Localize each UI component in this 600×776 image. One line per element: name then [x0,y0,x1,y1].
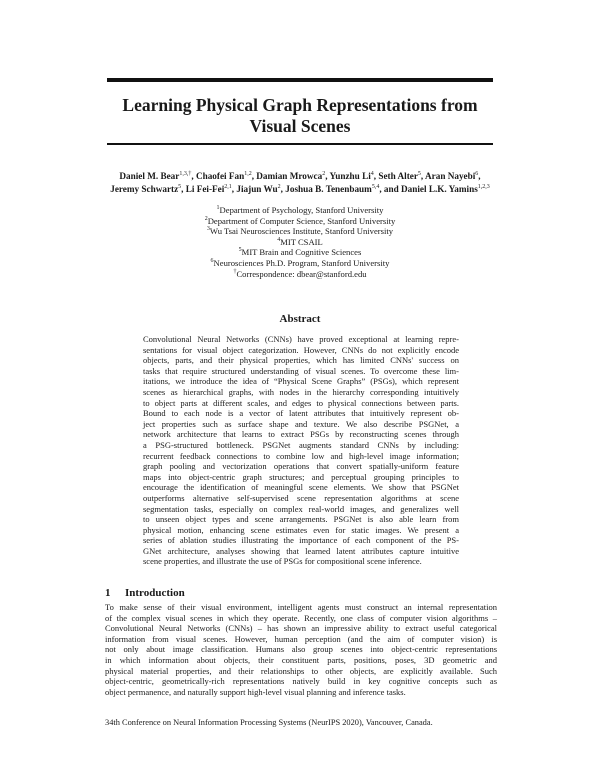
author-line-1: Daniel M. Bear$^{1,3,\dagger}$, Chaofei Fan$^{1,2}$, Damian Mrowca$^2$, Yunzhu Li$^4$, Seth Alter$^5$, Aran Nayebi$^6$, [119,170,481,181]
abstract-line: to object parts at different scales, and edges to physical connections between parts. [143,397,459,408]
affiliation-mark: 6 [210,258,214,265]
abstract-line: scenes as hierarchical graphs, with nodes in the hierarchy corresponding intuitively [143,386,459,397]
author-affiliation-mark: 5 [417,170,421,177]
section-title: Introduction [125,587,185,599]
author-name: Yunzhu Li [329,171,371,181]
author-name: Li Fei-Fei [185,184,225,194]
affiliation-mark: 4 [277,236,281,243]
abstract-line: outperforms alternative self-supervised scene representation algorithms at scene [143,492,459,503]
author-affiliation-mark: 6 [475,170,479,177]
affiliation [100,269,500,280]
abstract-line: GNet architecture, analyses showing that learned latent attributes capture intuitive [143,545,459,556]
intro-line: To make sense of their visual environment, intelligent agents must construct an internal representation [105,602,497,612]
affiliation-text: MIT CSAIL [280,236,323,247]
author-name: Joshua B. Tenenbaum [285,184,372,194]
author-name: and Daniel L.K. Yamins [383,184,478,194]
title-bottom-rule [107,143,493,145]
paper-title [80,95,520,137]
author-name: Damian Mrowca [256,171,323,181]
intro-line: physical material properties, and their relationships to other objects, are explicitly available. Such [105,665,497,676]
abstract-line: ject properties such as surface shape and texture. We also describe PSGNet, a [143,418,459,429]
section-heading-introduction [105,587,185,599]
affiliation [100,205,500,216]
author-name: Chaofei Fan [195,171,245,181]
affiliation [100,237,500,248]
affiliation-text: MIT Brain and Cognitive Sciences [241,247,362,258]
intro-line: of the complex visual scenes in which they operate. Recently, one class of computer vision algorithms – [105,612,497,623]
introduction-body [105,602,497,697]
abstract-line: scene properties, and illustrate the use of PSGs for compositional scene inference. [143,556,422,567]
intro-line: object permanence, and naturally support high-level visual planning and inference tasks. [105,686,406,697]
affiliation-list [100,205,500,279]
author-name: Daniel M. Bear [119,171,180,181]
author-affiliation-mark: 2 [322,170,326,177]
affiliation-text: Wu Tsai Neurosciences Institute, Stanford University [209,226,394,237]
abstract-line: physical motion, enhancing scene estimates even for static images. We present a [143,524,459,535]
author-affiliation-mark: 2,1 [224,183,232,190]
abstract-line: to unseen object types and scene arrangements. PSGNet is also able learn from [143,514,459,525]
abstract-line: objects, parts, and their physical properties, which has limited CNNs' success on [143,355,459,366]
author-affiliation-mark: 1,2,3 [477,183,490,190]
affiliation [100,258,500,269]
intro-line: information from visual scenes. However, human perception (and the aim of computer vision) is [105,633,497,644]
author-affiliation-mark: 5 [178,183,182,190]
section-number: 1 [105,587,111,599]
author-name: Aran Nayebi [425,171,476,181]
affiliation-mark: 3 [206,226,210,233]
abstract-line: a PSG-structured bottleneck. PSGNet augments standard CNNs by including: [143,439,459,450]
author-name: Jiajun Wu [236,184,278,194]
affiliation-text: Department of Computer Science, Stanford University [207,215,396,226]
abstract-line: graph pooling and vectorization operations that convert spatially-uniform feature [143,461,459,472]
abstract-line: tasks that require structured understanding of visual scenes. To overcome these lim- [143,365,459,376]
author-line-2: Jeremy Schwartz$^5$, Li Fei-Fei$^{2,1}$, Jiajun Wu$^2$, Joshua B. Tenenbaum$^{5,4}$, and Daniel L.K. Yamins$^{1,2,3}$ [110,183,490,194]
affiliation [100,216,500,227]
abstract-line: sentations for visual object categorization. However, CNNs do not explicitly encode [143,344,459,355]
abstract-line: series of ablation studies illustrating the importance of each component of the PS- [143,535,459,546]
title-top-rule [107,78,493,82]
abstract-line: itations, we introduce the idea of “Physical Scene Graphs” (PSGs), which represent [143,376,459,387]
abstract-line: segmentation tasks, especially on complex real-world images, and generalizes well [143,503,459,514]
abstract-line: recurrent feedback connections to combine low and high-level image information; [143,450,459,461]
author-affiliation-mark: 5,4 [371,183,380,190]
affiliation-mark: 2 [204,215,208,222]
title-line-2: Visual Scenes [249,116,351,136]
abstract-line: encourage the identification of meaningful scene elements. We show that PSGNet [143,482,459,493]
intro-line: in which information about objects, their constituent parts, positions, poses, 3D geometric and [105,654,497,665]
abstract-line: Convolutional Neural Networks (CNNs) have proved exceptional at learning repre- [143,334,459,344]
conference-footer: 34th Conference on Neural Information Processing Systems (NeurIPS 2020), Vancouver, Canada. [105,718,433,727]
affiliation-mark: 1 [216,205,220,212]
abstract-line: network architecture that learns to extract PSGs by reconstructing scenes through [143,429,459,440]
author-name: Seth Alter [378,171,418,181]
author-affiliation-mark: 1,3,† [179,170,192,177]
author-affiliation-mark: 1,2 [244,170,252,177]
author-list [70,170,530,196]
intro-line: object-centric, geometrically-rich representations natively build in key cognitive concepts such as [105,676,497,687]
affiliation-mark: 5 [238,247,242,254]
abstract-body [143,334,459,567]
affiliation-text: Department of Psychology, Stanford University [219,205,384,215]
title-line-1: Learning Physical Graph Representations from [122,95,478,115]
affiliation [100,247,500,258]
affiliation [100,226,500,237]
affiliation-mark: † [233,268,237,275]
author-name: Jeremy Schwartz [110,184,179,194]
author-affiliation-mark: 2 [277,183,281,190]
author-affiliation-mark: 4 [370,170,374,177]
affiliation-text: Neurosciences Ph.D. Program, Stanford University [213,257,390,268]
intro-line: Convolutional Neural Networks (CNNs) – has shown an impressive ability to extract useful categorical [105,623,497,634]
abstract-line: Bound to each node is a vector of latent attributes that intuitively represent ob- [143,408,459,419]
abstract-line: maps into object-centric graph structures; and perceptual grouping principles to [143,471,459,482]
intro-line: not only about image classification. Humans also group scenes into object-centric representations [105,644,497,655]
abstract-heading: Abstract [279,313,321,325]
affiliation-text: Correspondence: dbear@stanford.edu [236,268,367,279]
